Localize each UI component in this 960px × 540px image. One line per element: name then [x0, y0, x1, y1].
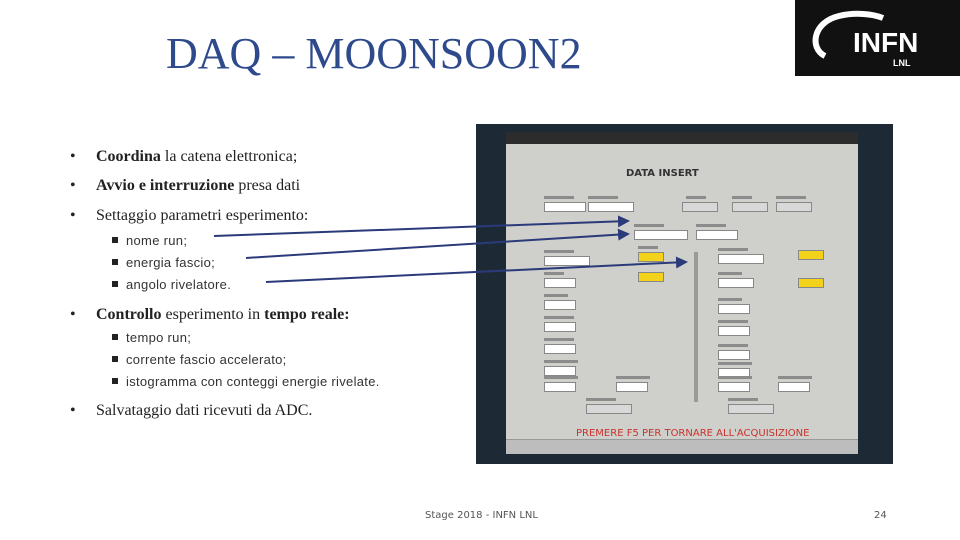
bullet-text: Settaggio parametri esperimento:: [96, 207, 309, 224]
sub-bullet-text: tempo run;: [126, 330, 192, 345]
bullet-text: la catena elettronica;: [160, 148, 298, 165]
logo-subtext: LNL: [893, 58, 911, 68]
bullet-bold: tempo reale:: [264, 306, 350, 323]
arrow-nome-run: [214, 221, 628, 236]
bullet-bold: Coordina: [96, 148, 161, 165]
screen-heading: DATA INSERT: [626, 168, 699, 179]
bullet-text: esperimento in: [161, 306, 265, 323]
slide-title: DAQ – MOONSOON2: [166, 29, 582, 78]
bullet-bold: Controllo: [96, 306, 162, 323]
arrow-energia-fascio: [246, 234, 628, 258]
bullet-text: Salvataggio dati ricevuti da ADC.: [96, 402, 313, 419]
sub-bullet-text: angolo rivelatore.: [126, 277, 232, 292]
sub-bullet-text: corrente fascio accelerato;: [126, 352, 287, 367]
screen-warning: PREMERE F5 PER TORNARE ALL'ACQUISIZIONE: [576, 428, 810, 439]
logo-text: INFN: [853, 27, 919, 58]
sub-bullet-text: nome run;: [126, 233, 188, 248]
sub-bullet-text: istogramma con conteggi energie rivelate.: [126, 374, 380, 389]
bullet-text: presa dati: [234, 177, 301, 194]
bullet-bold: Avvio e interruzione: [96, 177, 235, 194]
sub-bullet-text: energia fascio;: [126, 255, 216, 270]
footer-text: Stage 2018 - INFN LNL: [425, 510, 538, 521]
arrow-angolo-rivelatore: [266, 262, 686, 282]
page-number: 24: [874, 510, 887, 521]
